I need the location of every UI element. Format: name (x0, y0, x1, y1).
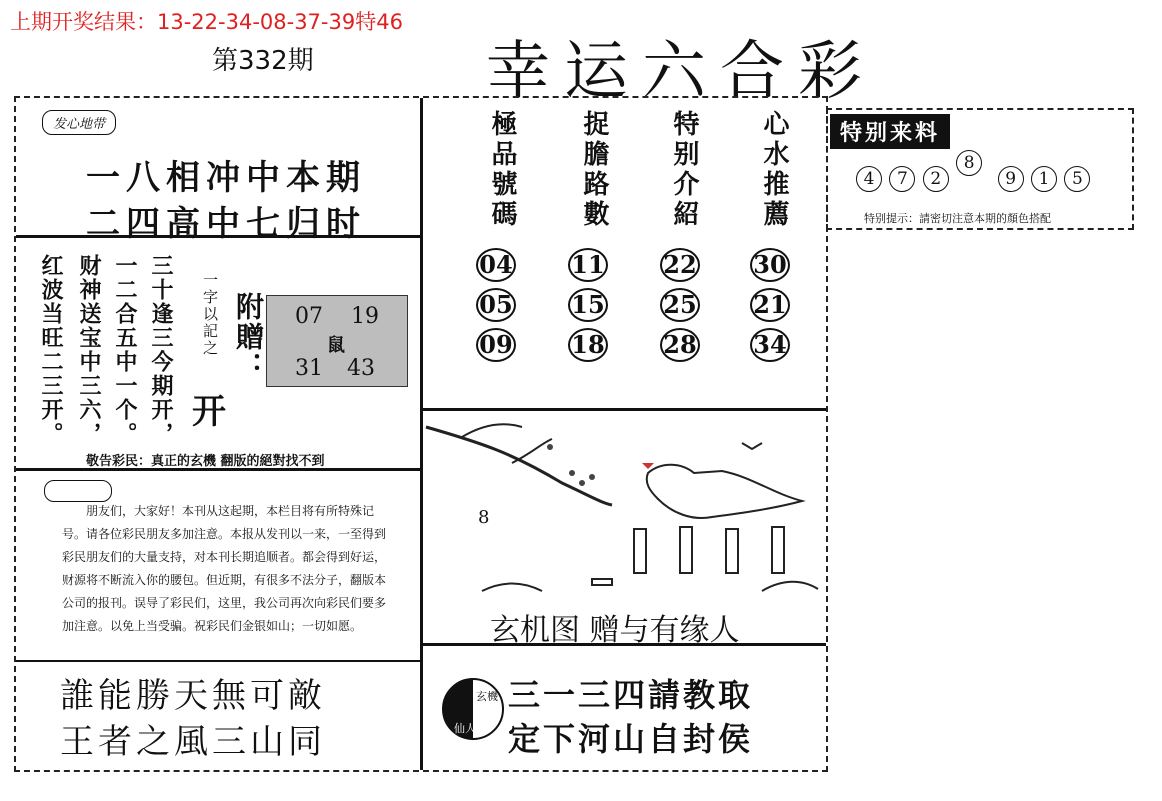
yinyang-icon (442, 678, 504, 740)
special-digit: 8 (956, 150, 982, 176)
special-digit: 5 (1064, 166, 1090, 192)
picture-mark: 8 (478, 507, 490, 528)
special-digits (856, 153, 1092, 192)
bottom-right-line-2: 定下河山自封侯 (508, 720, 754, 758)
gift-number: 19 (351, 304, 379, 329)
special-digit: 7 (889, 166, 915, 192)
special-digit: 1 (1031, 166, 1057, 192)
column-head: 特别介紹 (669, 110, 699, 230)
divider (16, 660, 420, 662)
column-numbers (750, 248, 794, 362)
number-ball: 30 (750, 248, 790, 282)
special-title: 特别来料 (830, 114, 950, 149)
gift-number: 43 (347, 356, 375, 381)
issue-number: 第332期 (212, 46, 314, 76)
divider (16, 468, 420, 471)
bottom-left-line-1: 誰能勝天無可敵 (60, 676, 326, 716)
poem-column-3: 财神送宝中三六， (76, 254, 102, 446)
number-ball: 15 (568, 288, 608, 322)
section-tag: 发心地带 (42, 110, 116, 135)
bottom-right-line-1: 三一三四請教取 (508, 676, 754, 714)
poem-column-4: 红波当旺二三开。 (38, 254, 64, 446)
article-tag (44, 480, 112, 502)
number-ball: 34 (750, 328, 790, 362)
column-head: 極品號碼 (487, 110, 517, 230)
special-digit: 9 (998, 166, 1024, 192)
number-ball: 09 (476, 328, 516, 362)
number-ball: 04 (476, 248, 516, 282)
bottom-left-line-2: 王者之風三山同 (60, 722, 326, 762)
article-text: 朋友们，大家好！本刊从这起期，本栏目将有所特殊记号。请各位彩民朋友多加注意。本报从发刊以一来，一至得到彩民朋友们的大量支持，对本刊长期追顺者。都会得到好运，财源将不断流入你的腰包。但近期，有很多不法分子，翻版本公司的报刊。误导了彩民们，这里，我公司再次向彩民们要多加注意。以免上当受骗。祝彩民们金银如山；一切如愿。 (62, 504, 387, 633)
special-hint: 特别提示：請密切注意本期的顏色搭配 (864, 212, 1051, 225)
slogan-line-1: 一八相冲中本期 (86, 158, 366, 198)
picture-box (422, 408, 826, 646)
yinyang-text: 仙人 (454, 722, 476, 735)
gift-number: 31 (295, 356, 323, 381)
number-ball: 21 (750, 288, 790, 322)
yinyang-text: 玄機 (476, 690, 498, 703)
rooster-illustration (422, 413, 822, 593)
gift-label: 附贈： (232, 292, 265, 382)
gift-number-box (266, 295, 408, 387)
column-numbers (476, 248, 520, 362)
picture-caption: 玄机图 赠与有缘人 (490, 613, 740, 648)
slogan-line-2: 二四高中七归时 (86, 204, 366, 244)
notice-text: 敬告彩民：真正的玄機 翻版的絕對找不到 (86, 454, 325, 469)
number-ball: 11 (568, 248, 608, 282)
column-numbers (660, 248, 704, 362)
poem-column-1: 三十逢三今期开， (148, 254, 174, 446)
gift-number: 07 (295, 304, 323, 329)
column-head: 捉膽路數 (579, 110, 609, 230)
gift-small-text: 一字以記之 (201, 272, 219, 357)
column-numbers (568, 248, 612, 362)
poem-column-2: 一二合五中一个。 (112, 254, 138, 446)
page-title: 幸运六合彩 (486, 35, 876, 109)
special-digit: 2 (923, 166, 949, 192)
number-ball: 18 (568, 328, 608, 362)
gift-zodiac: 鼠 (327, 335, 345, 356)
number-ball: 22 (660, 248, 700, 282)
number-ball: 25 (660, 288, 700, 322)
number-ball: 05 (476, 288, 516, 322)
left-top-section (16, 98, 420, 244)
gift-big-char: 开 (192, 392, 226, 432)
special-digit: 4 (856, 166, 882, 192)
special-box (826, 108, 1134, 230)
column-head: 心水推薦 (759, 110, 789, 230)
last-result: 上期开奖结果：13-22-34-08-37-39特46 (10, 10, 403, 34)
number-ball: 28 (660, 328, 700, 362)
